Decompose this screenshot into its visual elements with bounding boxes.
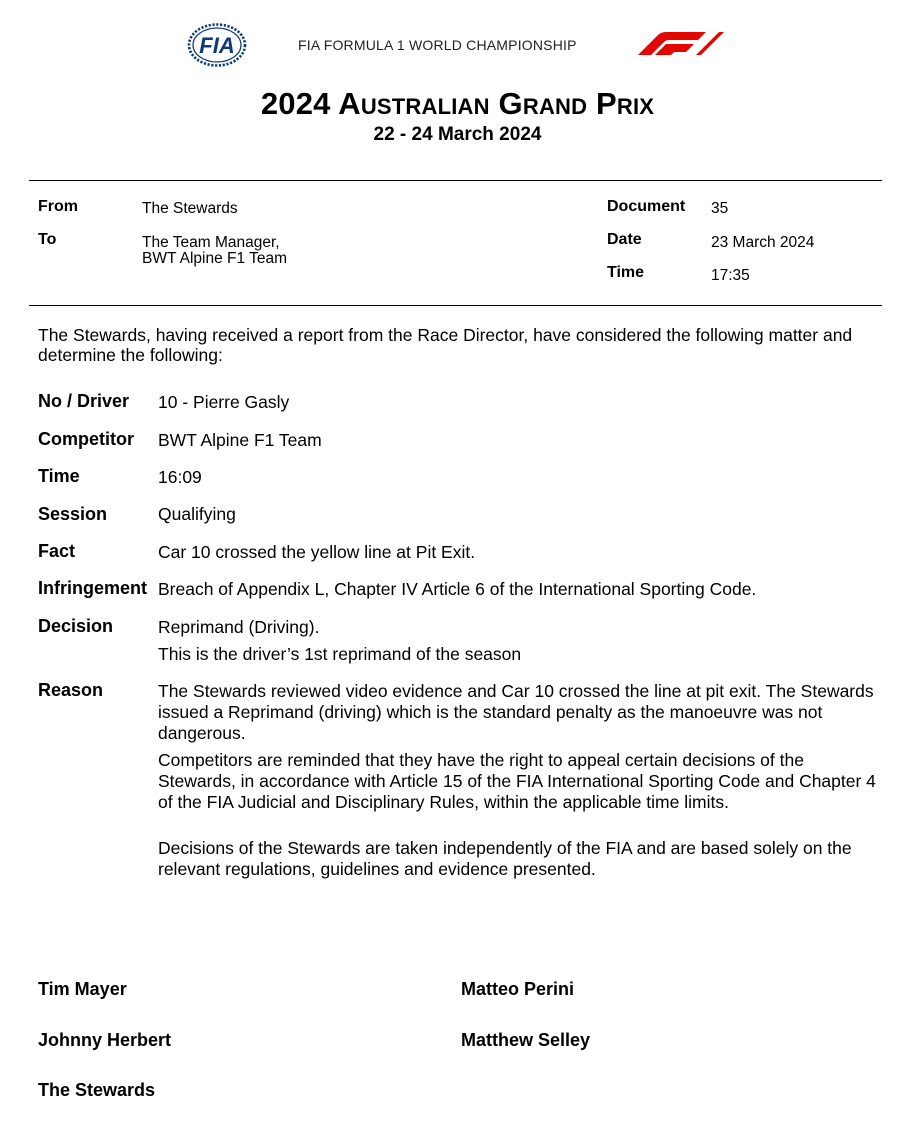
event-dates: 22 - 24 March 2024 (373, 124, 542, 145)
to-label: To (38, 231, 57, 248)
session-value: Qualifying (158, 504, 236, 524)
competitor-value: BWT Alpine F1 Team (158, 430, 322, 450)
signature-footer: The Stewards (38, 1080, 156, 1100)
intro-text: The Stewards, having received a report from the Race Director, have considered the following matter and determine the following: (38, 325, 853, 365)
decision-value (158, 617, 878, 665)
document-title: 2024 Australian Grand Prix (260, 86, 655, 121)
date-label: Date (607, 231, 642, 248)
driver-label: No / Driver (38, 391, 130, 411)
svg-text:FIA: FIA (199, 33, 235, 58)
signatory-matthew-selley: Matthew Selley (461, 1030, 591, 1050)
competitor-label: Competitor (38, 429, 134, 449)
decision-line2: This is the driver’s 1st reprimand of the season (158, 644, 522, 664)
decision-line1: Reprimand (Driving). (158, 617, 320, 637)
championship-name: FIA FORMULA 1 WORLD CHAMPIONSHIP (298, 37, 577, 53)
time-row-value: 16:09 (158, 467, 202, 487)
reason-paragraph-1: The Stewards reviewed video evidence and Car 10 crossed the line at pit exit. The Stewards issued a Reprimand (driving) which is the standard penalty as the manoeuvre was not dangerous. (158, 681, 874, 743)
from-label: From (38, 198, 78, 215)
reason-value (158, 681, 878, 880)
time-value: 17:35 (711, 267, 750, 284)
document-value: 35 (711, 200, 729, 217)
from-value: The Stewards (142, 200, 238, 217)
signatory-matteo-perini: Matteo Perini (461, 979, 575, 999)
document-label: Document (607, 198, 686, 215)
reason-paragraph-2: Competitors are reminded that they have the right to appeal certain decisions of the Stewards, in accordance with Article 15 of the FIA International Sporting Code and Chapter 4 of the FIA Judicial and Disciplinary Rules, within the applicable time limits. (158, 750, 876, 812)
signatory-tim-mayer: Tim Mayer (38, 979, 127, 999)
date-value: 23 March 2024 (711, 234, 815, 251)
session-label: Session (38, 504, 108, 524)
decision-label: Decision (38, 616, 114, 636)
meta-divider (29, 305, 882, 306)
reason-label: Reason (38, 680, 104, 700)
top-divider (29, 180, 882, 181)
fact-value: Car 10 crossed the yellow line at Pit Exit. (158, 542, 476, 562)
fia-logo-icon (187, 23, 247, 67)
to-value-line2: BWT Alpine F1 Team (142, 250, 288, 267)
driver-value: 10 - Pierre Gasly (158, 392, 290, 412)
infringement-label: Infringement (38, 578, 148, 598)
signatory-johnny-herbert: Johnny Herbert (38, 1030, 172, 1050)
f1-logo-icon (636, 31, 726, 57)
to-value-line1: The Team Manager, (142, 234, 280, 251)
time-label: Time (607, 264, 645, 281)
infringement-value: Breach of Appendix L, Chapter IV Article 6 of the International Sporting Code. (158, 579, 757, 599)
fact-label: Fact (38, 541, 76, 561)
time-row-label: Time (38, 466, 80, 486)
reason-paragraph-3: Decisions of the Stewards are taken independently of the FIA and are based solely on the relevant regulations, guidelines and evidence presented. (158, 838, 852, 879)
